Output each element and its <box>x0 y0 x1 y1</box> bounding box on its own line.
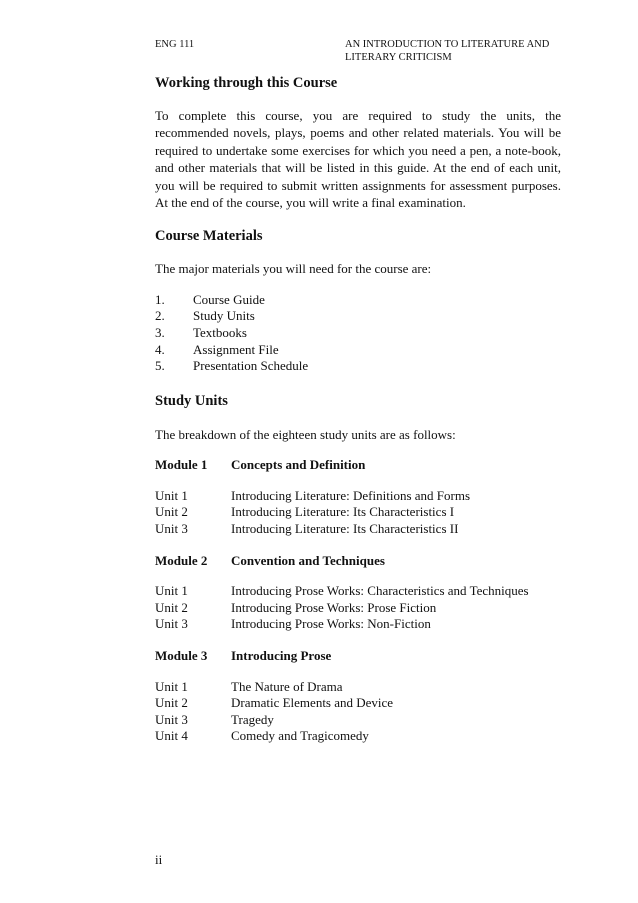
unit-label: Unit 1 <box>155 678 188 694</box>
unit-title: Introducing Prose Works: Characteristics and Techniques <box>231 583 529 599</box>
unit-row <box>155 712 561 729</box>
module-label: Module 2 <box>155 552 208 568</box>
module-title: Introducing Prose <box>231 647 332 663</box>
materials-heading: Course Materials <box>155 228 263 245</box>
unit-row <box>155 679 561 696</box>
unit-label: Unit 1 <box>155 487 188 503</box>
page-number: ii <box>155 852 163 867</box>
list-number: 5. <box>155 358 165 374</box>
unit-row <box>155 504 561 521</box>
module-label: Module 3 <box>155 647 208 663</box>
module-title: Concepts and Definition <box>231 457 366 473</box>
unit-list <box>155 488 561 538</box>
list-label: Study Units <box>193 308 255 324</box>
unit-row <box>155 695 561 712</box>
unit-row <box>155 488 561 505</box>
list-number: 4. <box>155 341 165 357</box>
module-title: Convention and Techniques <box>231 552 385 568</box>
working-heading: Working through this Course <box>155 75 338 91</box>
unit-label: Unit 1 <box>155 583 188 599</box>
course-title <box>345 38 561 64</box>
module-heading <box>155 553 561 570</box>
course-title-line1: AN INTRODUCTION TO LITERATURE AND <box>345 39 550 50</box>
list-label: Presentation Schedule <box>193 358 309 374</box>
unit-list <box>155 583 561 633</box>
list-item <box>155 308 561 325</box>
unit-title: Introducing Prose Works: Non-Fiction <box>231 616 431 632</box>
unit-row <box>155 728 561 745</box>
unit-row <box>155 616 561 633</box>
study-units-heading: Study Units <box>155 392 228 409</box>
unit-title: Tragedy <box>231 711 274 727</box>
unit-title: Introducing Literature: Definitions and Forms <box>231 487 471 503</box>
course-code: ENG 111 <box>155 39 195 50</box>
document-page <box>155 38 561 745</box>
list-number: 3. <box>155 325 165 341</box>
list-item <box>155 292 561 309</box>
module-heading <box>155 648 561 665</box>
unit-label: Unit 3 <box>155 616 188 632</box>
unit-title: Dramatic Elements and Device <box>231 695 394 711</box>
list-label: Textbooks <box>193 325 247 341</box>
unit-label: Unit 4 <box>155 728 188 744</box>
course-title-line2: LITERARY CRITICISM <box>345 52 452 63</box>
unit-title: Introducing Prose Works: Prose Fiction <box>231 599 437 615</box>
working-paragraph: To complete this course, you are required to study the units, the recommended novels, plays, poems and other related materials. You will be required to undertake some exercises for which you need a pen, a note-book, and other materials that will be listed in this guide. At the end of each unit, you will be required to submit written assignments for assessment purposes. At the end of the course, you will write a final examination. <box>155 108 561 211</box>
unit-label: Unit 2 <box>155 504 188 520</box>
module-label: Module 1 <box>155 457 208 473</box>
list-number: 1. <box>155 291 165 307</box>
list-item <box>155 358 561 375</box>
list-label: Course Guide <box>193 291 265 307</box>
materials-intro: The major materials you will need for the course are: <box>155 261 432 277</box>
list-item <box>155 325 561 342</box>
unit-label: Unit 2 <box>155 695 188 711</box>
unit-title: The Nature of Drama <box>231 678 343 694</box>
unit-label: Unit 3 <box>155 521 188 536</box>
list-label: Assignment File <box>193 341 279 357</box>
study-units-intro: The breakdown of the eighteen study units are as follows: <box>155 426 456 442</box>
unit-row <box>155 521 561 538</box>
unit-label: Unit 3 <box>155 711 188 727</box>
unit-row <box>155 600 561 617</box>
unit-row <box>155 583 561 600</box>
unit-title: Introducing Literature: Its Characteristics II <box>231 521 459 536</box>
unit-title: Comedy and Tragicomedy <box>231 728 369 744</box>
module-heading <box>155 457 561 474</box>
list-item <box>155 342 561 359</box>
list-number: 2. <box>155 308 165 324</box>
unit-label: Unit 2 <box>155 599 188 615</box>
unit-title: Introducing Literature: Its Characteristics I <box>231 504 455 520</box>
materials-list <box>155 292 561 375</box>
running-header <box>155 38 561 64</box>
unit-list <box>155 679 561 745</box>
